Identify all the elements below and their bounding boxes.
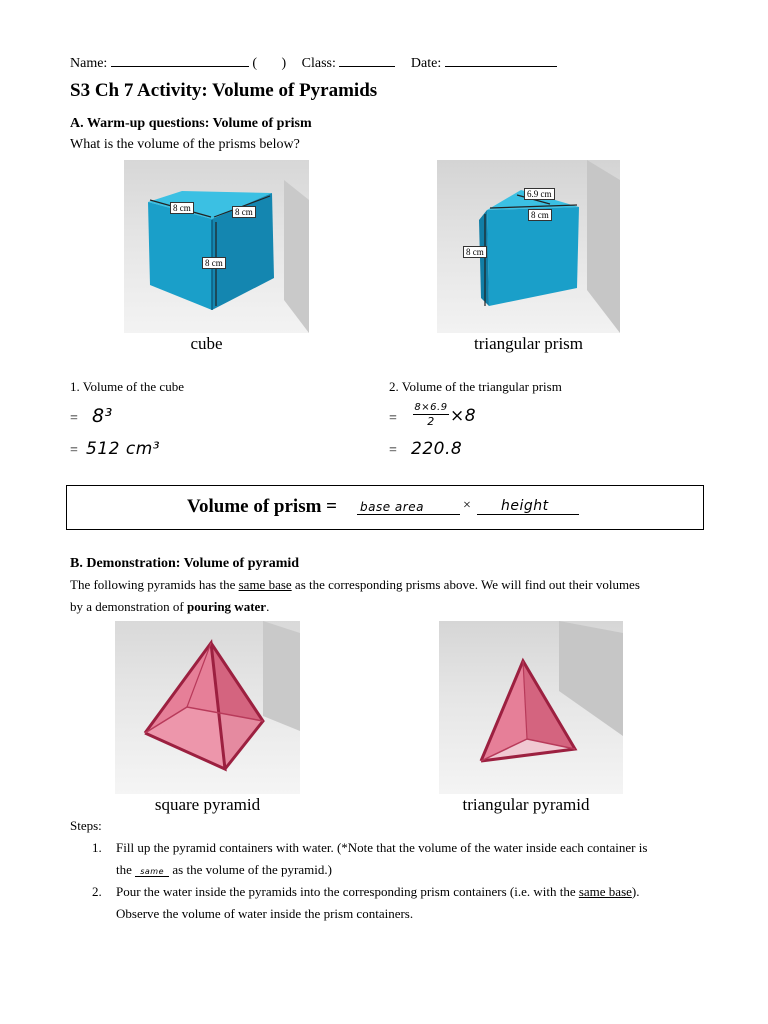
class-label: Class: [301, 56, 336, 71]
section-b-heading: B. Demonstration: Volume of pyramid [70, 556, 300, 571]
steps-label: Steps: [70, 818, 102, 833]
q2-fraction-numerator: 8×6.9 [414, 402, 448, 413]
triangular-pyramid-photo [439, 621, 623, 794]
formula-blank-height: height [477, 498, 579, 515]
prism-bg-wall [587, 160, 620, 333]
step-2-number: 2. [92, 884, 102, 899]
intro-text-2a: by a demonstration of [70, 599, 187, 614]
formula-prefix: Volume of prism = [187, 496, 337, 517]
section-a-question: What is the volume of the prisms below? [70, 137, 300, 152]
date-field[interactable] [445, 54, 557, 67]
step-1-number: 1. [92, 840, 102, 855]
triangular-pyramid-caption: triangular pyramid [462, 795, 590, 814]
prism-label-1: 6.9 cm [524, 188, 555, 200]
prism-label-3: 8 cm [463, 246, 487, 258]
square-pyramid-photo [115, 621, 300, 794]
cube-left-face [148, 202, 212, 310]
cube-label-3: 8 cm [202, 257, 226, 269]
formula-box [66, 485, 704, 530]
name-label: Name: [70, 56, 108, 71]
prism-front-face [487, 207, 579, 306]
class-field[interactable] [339, 54, 395, 67]
page-title: S3 Ch 7 Activity: Volume of Pyramids [70, 80, 378, 101]
cube-label-2: 8 cm [232, 206, 256, 218]
step-1-line-1: Fill up the pyramid containers with water. (*Note that the volume of the water inside each container is [116, 840, 648, 855]
formula-times: × [463, 498, 471, 513]
q1-eq-2: = [70, 443, 78, 458]
step-1-blank: same [135, 867, 169, 877]
triangular-prism-caption: triangular prism [473, 334, 584, 353]
step-2-text-c: ). [631, 884, 640, 899]
formula-blank-base-area: base area [357, 500, 460, 515]
square-pyramid-illustration [115, 621, 300, 794]
intro-pouring-water: pouring water [186, 599, 267, 614]
class-number-paren: ( ) [252, 56, 287, 71]
q2-eq-1: = [389, 411, 397, 426]
q1-eq-1: = [70, 411, 78, 426]
cube-label-1: 8 cm [170, 202, 194, 214]
intro-text-1c: as the corresponding prisms above. We will find out their volumes [291, 577, 640, 592]
intro-same-base: same base [238, 577, 292, 592]
q1-answer-line-2: 512 cm³ [86, 439, 161, 459]
cube-caption: cube [190, 334, 223, 353]
q2-answer-line-2: 220.8 [411, 439, 463, 459]
q1-label: 1. Volume of the cube [70, 379, 184, 394]
triangular-prism-photo [437, 160, 620, 333]
step-2-line-1 [116, 884, 716, 900]
header-line [70, 54, 710, 72]
date-label: Date: [410, 56, 442, 71]
name-field[interactable] [111, 54, 249, 67]
cube-photo [124, 160, 309, 333]
section-b-intro-line-2 [70, 599, 269, 615]
step-2-text-a: Pour the water inside the pyramids into the corresponding prism containers (i.e. with the [116, 884, 579, 899]
triangular-pyramid-illustration [439, 621, 623, 794]
step-1-text-b: as the volume of the pyramid.) [169, 862, 332, 877]
step-2-line-2: Observe the volume of water inside the prism containers. [116, 906, 414, 921]
intro-text-2c: . [266, 599, 270, 614]
step-1-text-a: the [116, 862, 136, 877]
q2-fraction-tail: ×8 [450, 406, 477, 426]
step-2-same-base: same base [578, 884, 632, 899]
step-1-line-2 [116, 862, 332, 878]
q2-label: 2. Volume of the triangular prism [389, 379, 562, 394]
cube-illustration [124, 160, 309, 333]
cube-bg-wall [284, 180, 309, 333]
section-b-intro-line-1 [70, 577, 710, 593]
prism-label-2: 8 cm [528, 209, 552, 221]
section-a-heading: A. Warm-up questions: Volume of prism [70, 116, 312, 131]
q2-eq-2: = [389, 443, 397, 458]
q2-fraction-denominator: 2 [427, 415, 435, 428]
intro-text-1a: The following pyramids has the [70, 577, 239, 592]
sq-pyramid-bg-wall [263, 621, 300, 731]
tri-pyramid-bg-wall [559, 621, 623, 736]
square-pyramid-caption: square pyramid [154, 795, 261, 814]
q1-answer-line-1: 8³ [92, 405, 113, 427]
